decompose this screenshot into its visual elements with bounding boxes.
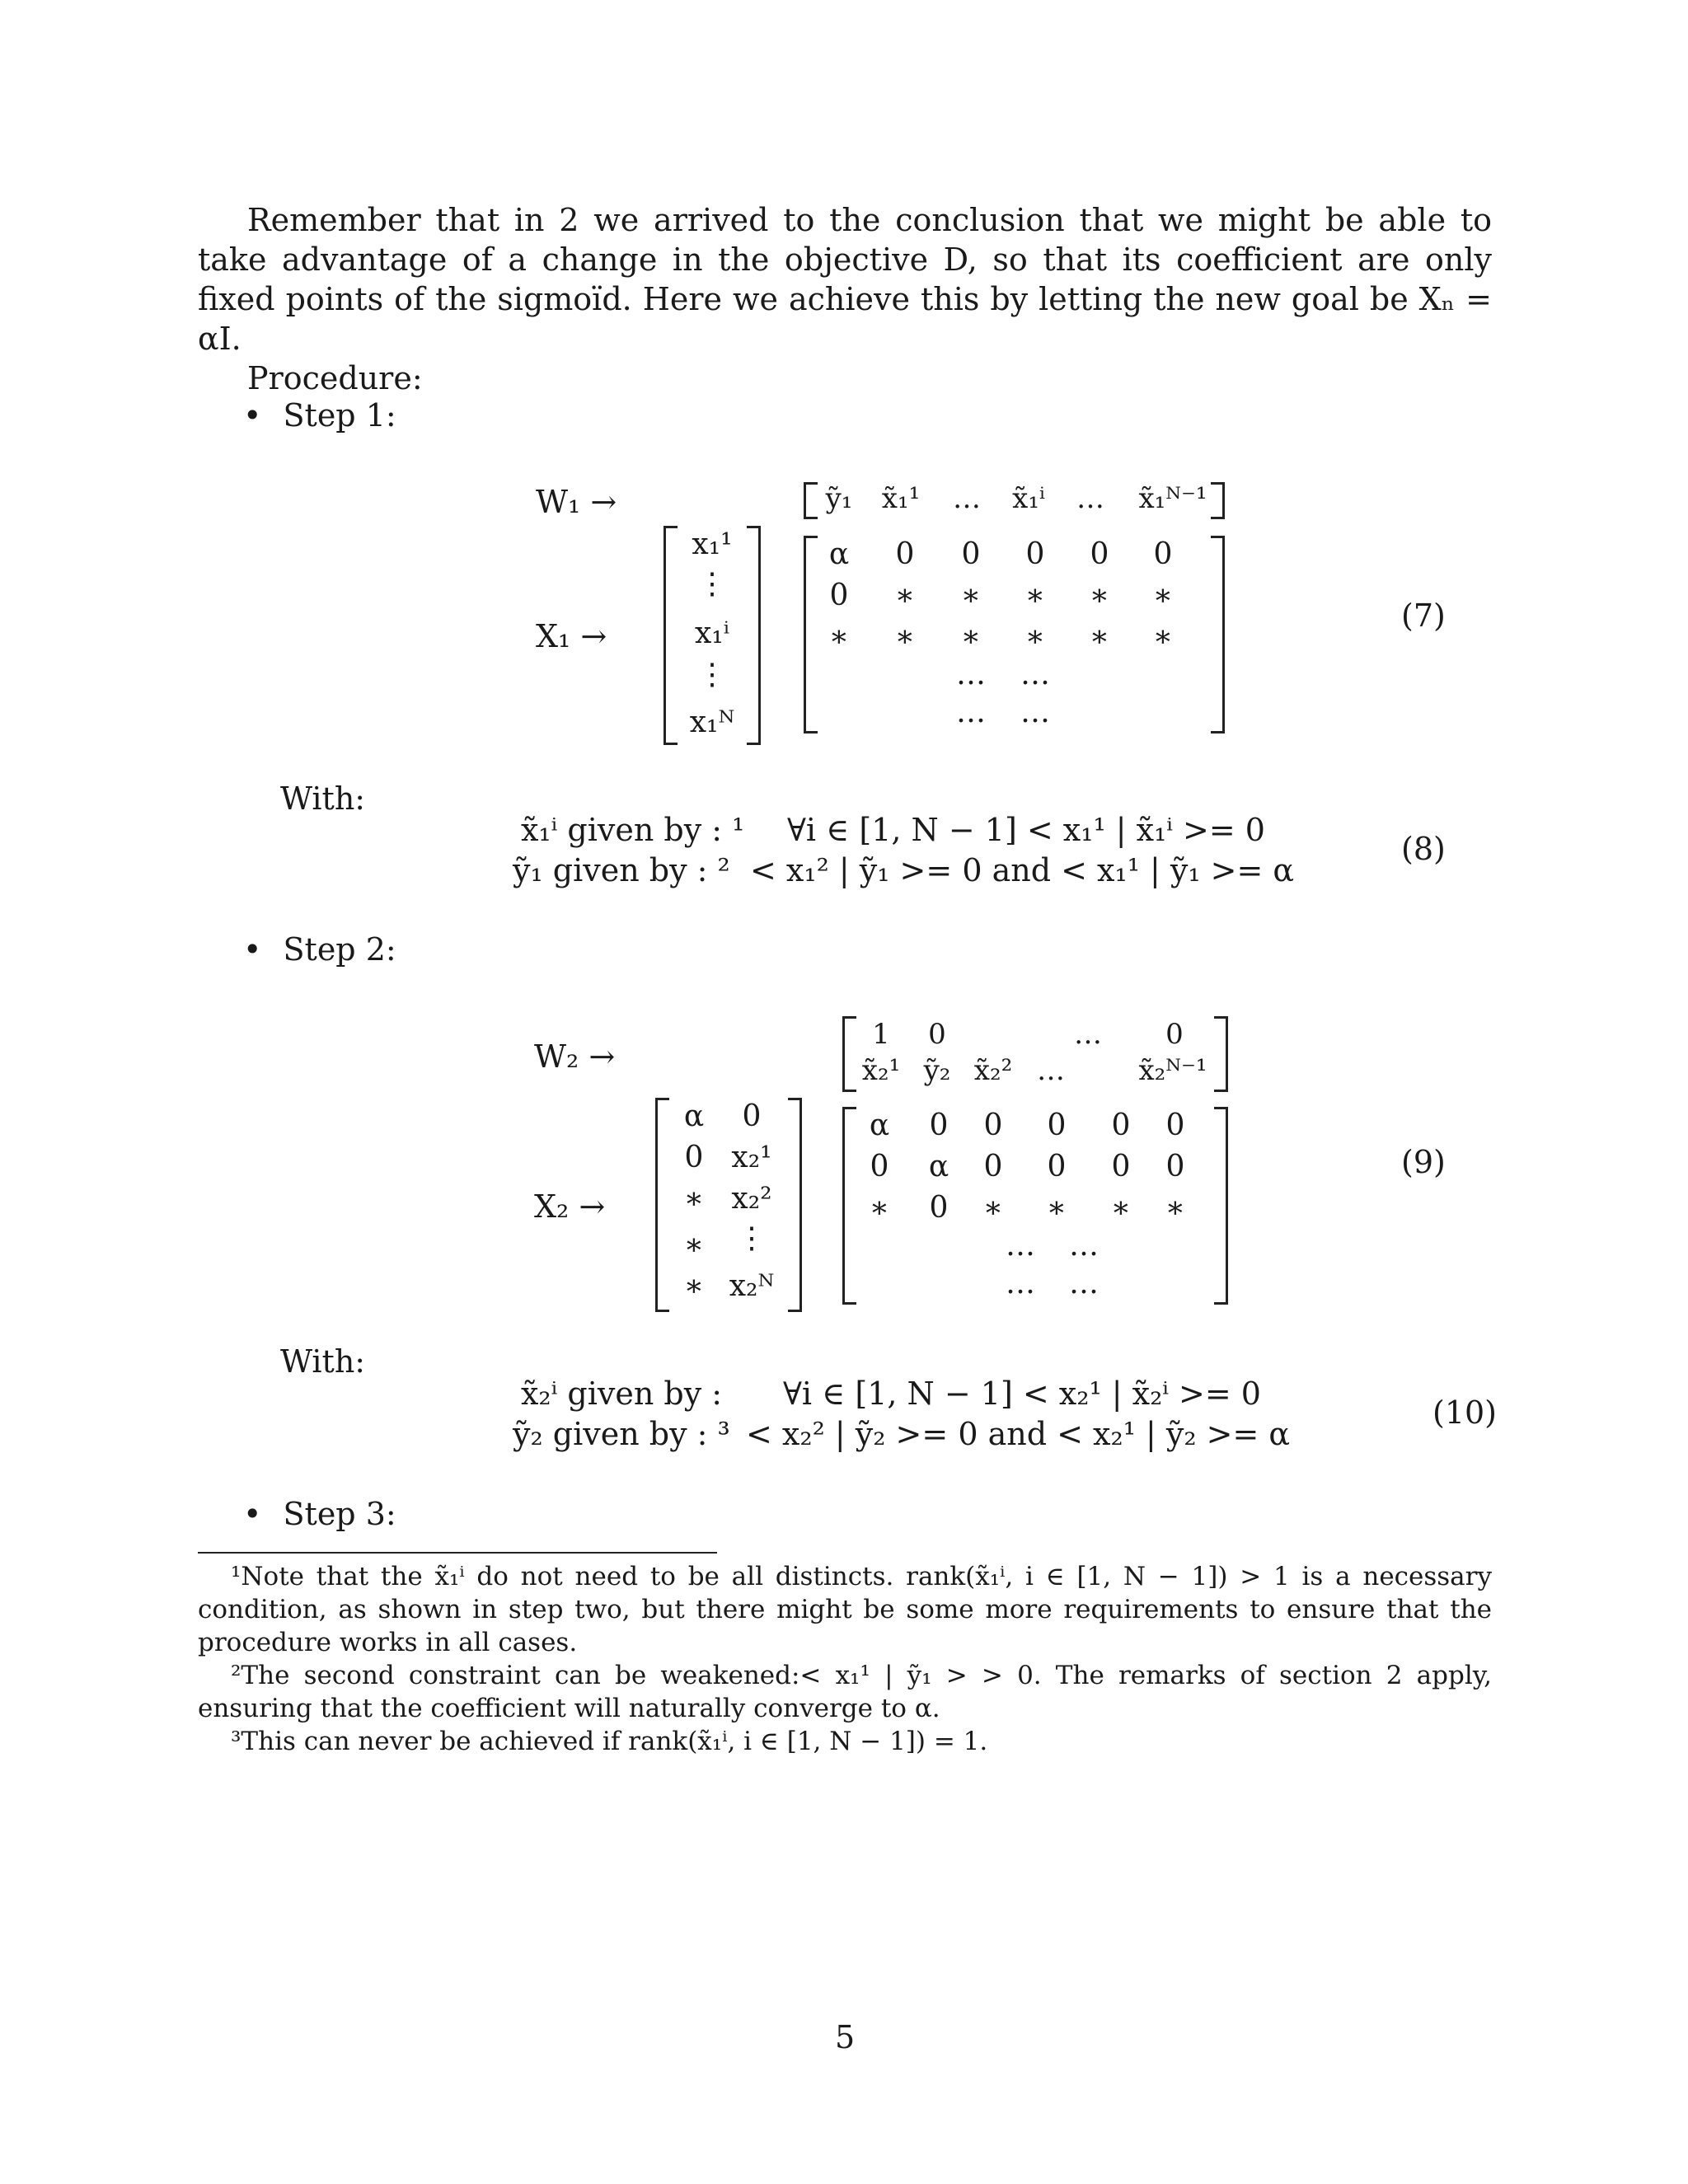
matrix-9 (842, 1107, 1228, 1305)
matrix-7-cell: 0 (1153, 537, 1173, 571)
matrix-7-cell: … (956, 696, 986, 729)
matrix-7-cell: ∗ (828, 620, 850, 654)
x2-entry: x₂¹ (731, 1141, 772, 1174)
step-1-label: Step 1: (283, 397, 396, 434)
x1-label: X₁ → (536, 618, 607, 654)
x2-entry: 0 (684, 1141, 704, 1174)
x1-entry: x₁¹ (692, 527, 733, 561)
footnote-rule (198, 1552, 717, 1554)
matrix-9-cell: ∗ (1046, 1191, 1067, 1225)
x2-entry: α (683, 1099, 705, 1133)
matrix-9-cell: 0 (929, 1191, 949, 1225)
w1-entry: … (1076, 482, 1104, 515)
matrix-7-cell: 0 (829, 579, 849, 612)
matrix-7-cell: ∗ (894, 620, 916, 654)
x2-entry: x₂ᴺ (729, 1269, 775, 1303)
matrix-7-cell: ∗ (960, 620, 982, 654)
x2-entry: ∗ (683, 1182, 705, 1216)
step-3-label: Step 3: (283, 1496, 396, 1532)
matrix-9-cell: … (1006, 1267, 1035, 1301)
w1-entry: ỹ₁ (825, 482, 853, 515)
footnotes (198, 1560, 1492, 1758)
matrix-7-cell: ∗ (1152, 579, 1174, 612)
matrix-9-cell: ∗ (982, 1191, 1004, 1225)
eq8-line2-right: < x₁² | ỹ₁ >= 0 and < x₁¹ | ỹ₁ >= α (750, 852, 1295, 888)
w2-entry: x̃₂ᴺ⁻¹ (1138, 1054, 1207, 1087)
matrix-9-cell: 0 (983, 1108, 1003, 1142)
w1-entry: x̃₁ⁱ (1012, 482, 1045, 515)
matrix-9-cell: ∗ (869, 1191, 890, 1225)
x1-entry: ⋮ (697, 658, 727, 691)
eq10-line2-right: < x₂² | ỹ₂ >= 0 and < x₂¹ | ỹ₂ >= α (746, 1416, 1291, 1452)
x1-column-matrix (663, 526, 761, 745)
bullet-icon: • (243, 1496, 262, 1532)
equation-number-10: (10) (1432, 1394, 1498, 1431)
footnote-2: ²The second constraint can be weakened:< x₁¹ | ỹ₁ > > 0. The remarks of section 2 apply, ensuring that the coefficient will naturally converge to α. (198, 1661, 1492, 1723)
matrix-9-cell: 0 (1047, 1150, 1067, 1183)
w2-label: W₂ → (534, 1038, 616, 1075)
x2-entry: ⋮ (737, 1221, 767, 1255)
equation-number-8: (8) (1401, 831, 1446, 867)
matrix-7-cell: ∗ (1089, 579, 1110, 612)
footnote-3: ³This can never be achieved if rank(x̃₁ⁱ, i ∈ [1, N − 1]) = 1. (231, 1727, 988, 1756)
matrix-9-cell: 0 (870, 1150, 889, 1183)
w2-entry: 1 (872, 1018, 890, 1051)
matrix-7 (804, 536, 1225, 733)
w1-row-matrix (804, 482, 1225, 519)
x2-entry: ∗ (683, 1269, 705, 1303)
w2-entry: … (1074, 1018, 1102, 1051)
x2-entry: x₂² (731, 1182, 772, 1216)
x1-entry: x₁ᴺ (689, 705, 735, 739)
with-label: With: (280, 780, 366, 817)
footnote-1: ¹Note that the x̃₁ⁱ do not need to be all distincts. rank(x̃₁ⁱ, i ∈ [1, N − 1]) > 1 is a necessary condition, as shown in step two, but there might be some more requirements to ensure that the procedure works in all cases. (198, 1562, 1492, 1657)
x1-entry: ⋮ (697, 567, 727, 601)
w1-entry: x̃₁ᴺ⁻¹ (1138, 482, 1207, 515)
eq10-line1-right: ∀i ∈ [1, N − 1] < x₂¹ | x̃₂ⁱ >= 0 (783, 1376, 1261, 1412)
x2-matrix (655, 1098, 802, 1312)
matrix-7-cell: ∗ (1025, 579, 1046, 612)
x2-label: X₂ → (534, 1188, 606, 1225)
matrix-7-cell: … (956, 658, 986, 691)
matrix-9-cell: … (1006, 1229, 1035, 1263)
matrix-9-cell: 0 (1165, 1108, 1185, 1142)
matrix-9-cell: ∗ (1110, 1191, 1132, 1225)
x1-entry: x₁ⁱ (695, 616, 729, 650)
step-3-item (243, 1496, 396, 1532)
bullet-icon: • (243, 931, 262, 968)
w1-entry: … (953, 482, 981, 515)
matrix-7-cell: ∗ (960, 579, 982, 612)
matrix-7-cell: 0 (895, 537, 915, 571)
eq8-line2-left: ỹ₁ given by : ² (513, 852, 730, 888)
with-label: With: (280, 1343, 366, 1380)
eq10-line1-left: x̃₂ⁱ given by : (521, 1376, 723, 1412)
matrix-9-cell: α (928, 1150, 950, 1183)
w1-entry: x̃₁¹ (881, 482, 921, 515)
procedure-label: Procedure: (247, 360, 423, 396)
matrix-9-cell: 0 (1111, 1150, 1131, 1183)
equation-number-9: (9) (1401, 1144, 1446, 1180)
matrix-7-cell: ∗ (1089, 620, 1110, 654)
w2-entry: 0 (1165, 1018, 1184, 1051)
matrix-7-cell: ∗ (1152, 620, 1174, 654)
matrix-7-cell: 0 (1025, 537, 1045, 571)
step-2-label: Step 2: (283, 931, 396, 968)
intro-text: Remember that in 2 we arrived to the conclusion that we might be able to take advantage of a change in the objective D, so that its coefficient are only fixed points of the sigmoïd. Here we achieve this by letting the new goal be Xₙ = αI. (198, 202, 1492, 357)
equation-number-7: (7) (1401, 598, 1446, 634)
eq10-line2-left: ỹ₂ given by : ³ (513, 1416, 730, 1452)
step-2-item (243, 931, 396, 968)
w2-entry: ỹ₂ (923, 1054, 951, 1087)
matrix-9-cell: 0 (1047, 1108, 1067, 1142)
page-number: 5 (835, 2019, 856, 2055)
matrix-9-cell: 0 (1111, 1108, 1131, 1142)
bullet-icon: • (243, 397, 262, 434)
x2-entry: 0 (742, 1099, 762, 1133)
matrix-7-cell: … (1020, 658, 1050, 691)
matrix-7-cell: α (828, 537, 850, 571)
w2-entry: x̃₂¹ (861, 1054, 901, 1087)
eq8-line1-left: x̃₁ⁱ given by : ¹ (521, 812, 745, 848)
matrix-9-cell: ∗ (1165, 1191, 1186, 1225)
matrix-9-cell: 0 (983, 1150, 1003, 1183)
w2-entry: 0 (928, 1018, 946, 1051)
matrix-7-cell: 0 (1090, 537, 1109, 571)
w2-entry: x̃₂² (973, 1054, 1013, 1087)
matrix-9-cell: … (1069, 1229, 1099, 1263)
w2-entry: … (1037, 1054, 1065, 1087)
matrix-7-cell: … (1020, 696, 1050, 729)
matrix-7-cell: ∗ (1025, 620, 1046, 654)
w2-matrix (842, 1016, 1228, 1092)
w1-label: W₁ → (536, 484, 617, 520)
matrix-9-cell: 0 (929, 1108, 949, 1142)
x2-entry: ∗ (683, 1228, 705, 1262)
intro-paragraph (198, 200, 1492, 398)
matrix-9-cell: α (869, 1108, 890, 1142)
matrix-7-cell: ∗ (894, 579, 916, 612)
matrix-9-cell: 0 (1165, 1150, 1185, 1183)
step-1-item (243, 397, 396, 434)
matrix-9-cell: … (1069, 1267, 1099, 1301)
matrix-7-cell: 0 (961, 537, 981, 571)
eq8-line1-right: ∀i ∈ [1, N − 1] < x₁¹ | x̃₁ⁱ >= 0 (787, 812, 1265, 848)
